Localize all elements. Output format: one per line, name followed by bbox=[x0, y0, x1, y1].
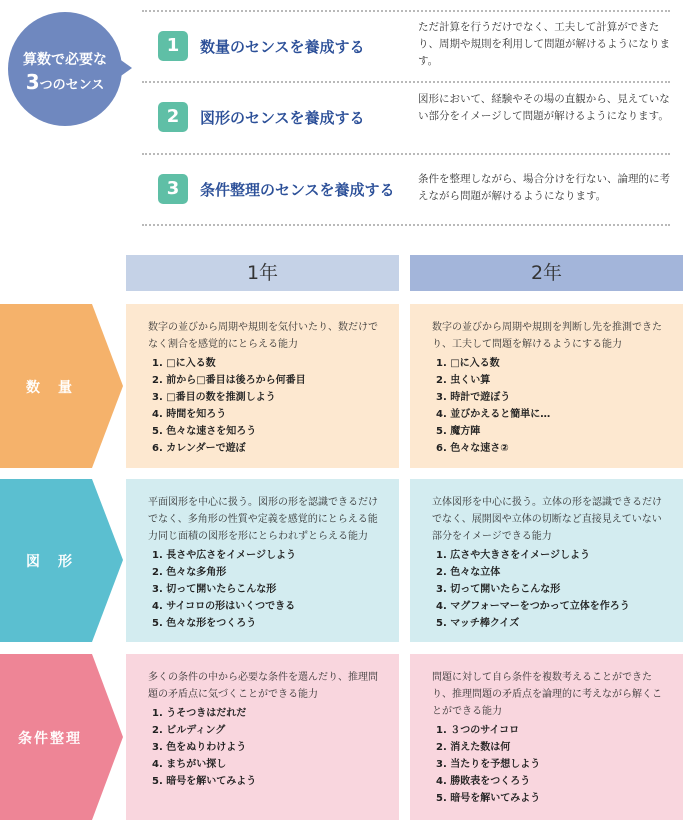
list-item: 1. 広さや大きさをイメージしよう bbox=[436, 550, 590, 561]
category-conditions bbox=[0, 654, 123, 820]
list-item: 5. 色々な形をつくろう bbox=[152, 618, 257, 629]
badge-suffix: つのセンス bbox=[39, 78, 105, 93]
category-label: 数 量 bbox=[26, 380, 74, 396]
three-senses-badge bbox=[8, 12, 122, 126]
sense-description: 図形において、経験やその場の直観から、見えていない部分をイメージして問題が解けるようになります。 bbox=[418, 93, 670, 122]
list-item: 2. 虫くい算 bbox=[436, 375, 491, 386]
list-item: 4. マグフォーマーをつかって立体を作ろう bbox=[436, 601, 630, 612]
list-item: 4. 時間を知ろう bbox=[152, 409, 227, 420]
list-item: 4. 勝敗表をつくろう bbox=[436, 776, 531, 787]
list-item: 4. 並びかえると簡単に… bbox=[436, 409, 551, 420]
ability-description: 平面図形を中心に扱う。図形の形を認識できるだけでなく、多角形の性質や定義を感覚的にとらえる能力同じ面積の図形を形にとらわれずとらえる能力 bbox=[148, 497, 378, 542]
list-item: 2. 前から□番目は後ろから何番目 bbox=[152, 375, 306, 386]
category-label: 条件整理 bbox=[18, 731, 82, 747]
list-item: 3. 切って開いたらこんな形 bbox=[436, 584, 561, 595]
list-item: 6. カレンダーで遊ぼ bbox=[152, 443, 246, 454]
category-quantity bbox=[0, 304, 123, 468]
list-item: 5. マッチ棒クイズ bbox=[436, 618, 520, 629]
sense-title: 数量のセンスを養成する bbox=[200, 38, 365, 56]
list-item: 1. ３つのサイコロ bbox=[436, 725, 520, 736]
cell-shapes-year1 bbox=[126, 479, 399, 642]
ability-description: 数字の並びから周期や規則を気付いたり、数だけでなく割合を感覚的にとらえる能力 bbox=[148, 322, 378, 350]
divider bbox=[142, 153, 670, 155]
list-item: 3. □番目の数を推測しよう bbox=[152, 392, 276, 403]
badge-number: 3 bbox=[25, 70, 40, 94]
sense-number: 2 bbox=[158, 102, 188, 132]
sense-description: 条件を整理しながら、場合分けを行ない、論理的に考えながら問題が解けるようになります。 bbox=[418, 173, 670, 202]
list-item: 4. サイコロの形はいくつできる bbox=[152, 601, 296, 612]
ability-description: 問題に対して自ら条件を複数考えることができたり、推理問題の矛盾点を論理的に考えながら解くことができる能力 bbox=[432, 672, 662, 717]
list-item: 5. 暗号を解いてみよう bbox=[152, 776, 257, 787]
sense-number: 3 bbox=[158, 174, 188, 204]
unit-list bbox=[148, 355, 381, 457]
sense-description: ただ計算を行うだけでなく、工夫して計算ができたり、周期や規則を利用して問題が解けるようになります。 bbox=[418, 21, 670, 67]
unit-list bbox=[148, 547, 381, 632]
list-item: 3. 色をぬりわけよう bbox=[152, 742, 247, 753]
sense-title: 条件整理のセンスを養成する bbox=[200, 181, 395, 199]
list-item: 1. うそつきはだれだ bbox=[152, 708, 247, 719]
unit-list bbox=[432, 547, 665, 632]
list-item: 3. 切って開いたらこんな形 bbox=[152, 584, 277, 595]
list-item: 5. 色々な速さを知ろう bbox=[152, 426, 257, 437]
list-item: 5. 暗号を解いてみよう bbox=[436, 793, 541, 804]
ability-description: 立体図形を中心に扱う。立体の形を認識できるだけでなく、展開図や立体の切断など直接見えていない部分をイメージできる能力 bbox=[432, 497, 662, 542]
year-header-2: 2年 bbox=[410, 255, 683, 291]
divider bbox=[142, 224, 670, 226]
divider bbox=[142, 81, 670, 83]
year-header-1: 1年 bbox=[126, 255, 399, 291]
list-item: 6. 色々な速さ② bbox=[436, 443, 509, 454]
badge-line2 bbox=[8, 70, 122, 94]
list-item: 2. 色々な立体 bbox=[436, 567, 501, 578]
list-item: 3. 時計で遊ぼう bbox=[436, 392, 511, 403]
badge-pointer bbox=[118, 58, 132, 78]
list-item: 2. 色々な多角形 bbox=[152, 567, 227, 578]
category-shapes bbox=[0, 479, 123, 642]
unit-list bbox=[432, 355, 665, 457]
cell-shapes-year2 bbox=[410, 479, 683, 642]
list-item: 5. 魔方陣 bbox=[436, 426, 481, 437]
list-item: 4. まちがい探し bbox=[152, 759, 227, 770]
ability-description: 多くの条件の中から必要な条件を選んだり、推理問題の矛盾点に気づくことができる能力 bbox=[148, 672, 378, 700]
unit-list bbox=[148, 705, 381, 790]
category-label: 図 形 bbox=[26, 554, 74, 570]
ability-description: 数字の並びから周期や規則を判断し先を推測できたり、工夫して問題を解けるようにする能力 bbox=[432, 322, 662, 350]
sense-number: 1 bbox=[158, 31, 188, 61]
cell-quantity-year2 bbox=[410, 304, 683, 468]
list-item: 1. □に入る数 bbox=[152, 358, 216, 369]
list-item: 1. □に入る数 bbox=[436, 358, 500, 369]
cell-conditions-year1 bbox=[126, 654, 399, 820]
list-item: 2. 消えた数は何 bbox=[436, 742, 511, 753]
cell-quantity-year1 bbox=[126, 304, 399, 468]
unit-list bbox=[432, 722, 665, 807]
list-item: 3. 当たりを予想しよう bbox=[436, 759, 541, 770]
badge-line1: 算数で必要な bbox=[23, 52, 107, 68]
list-item: 1. 長さや広さをイメージしよう bbox=[152, 550, 296, 561]
divider bbox=[142, 10, 670, 12]
cell-conditions-year2 bbox=[410, 654, 683, 820]
sense-title: 図形のセンスを養成する bbox=[200, 109, 365, 127]
list-item: 2. ビルディング bbox=[152, 725, 226, 736]
